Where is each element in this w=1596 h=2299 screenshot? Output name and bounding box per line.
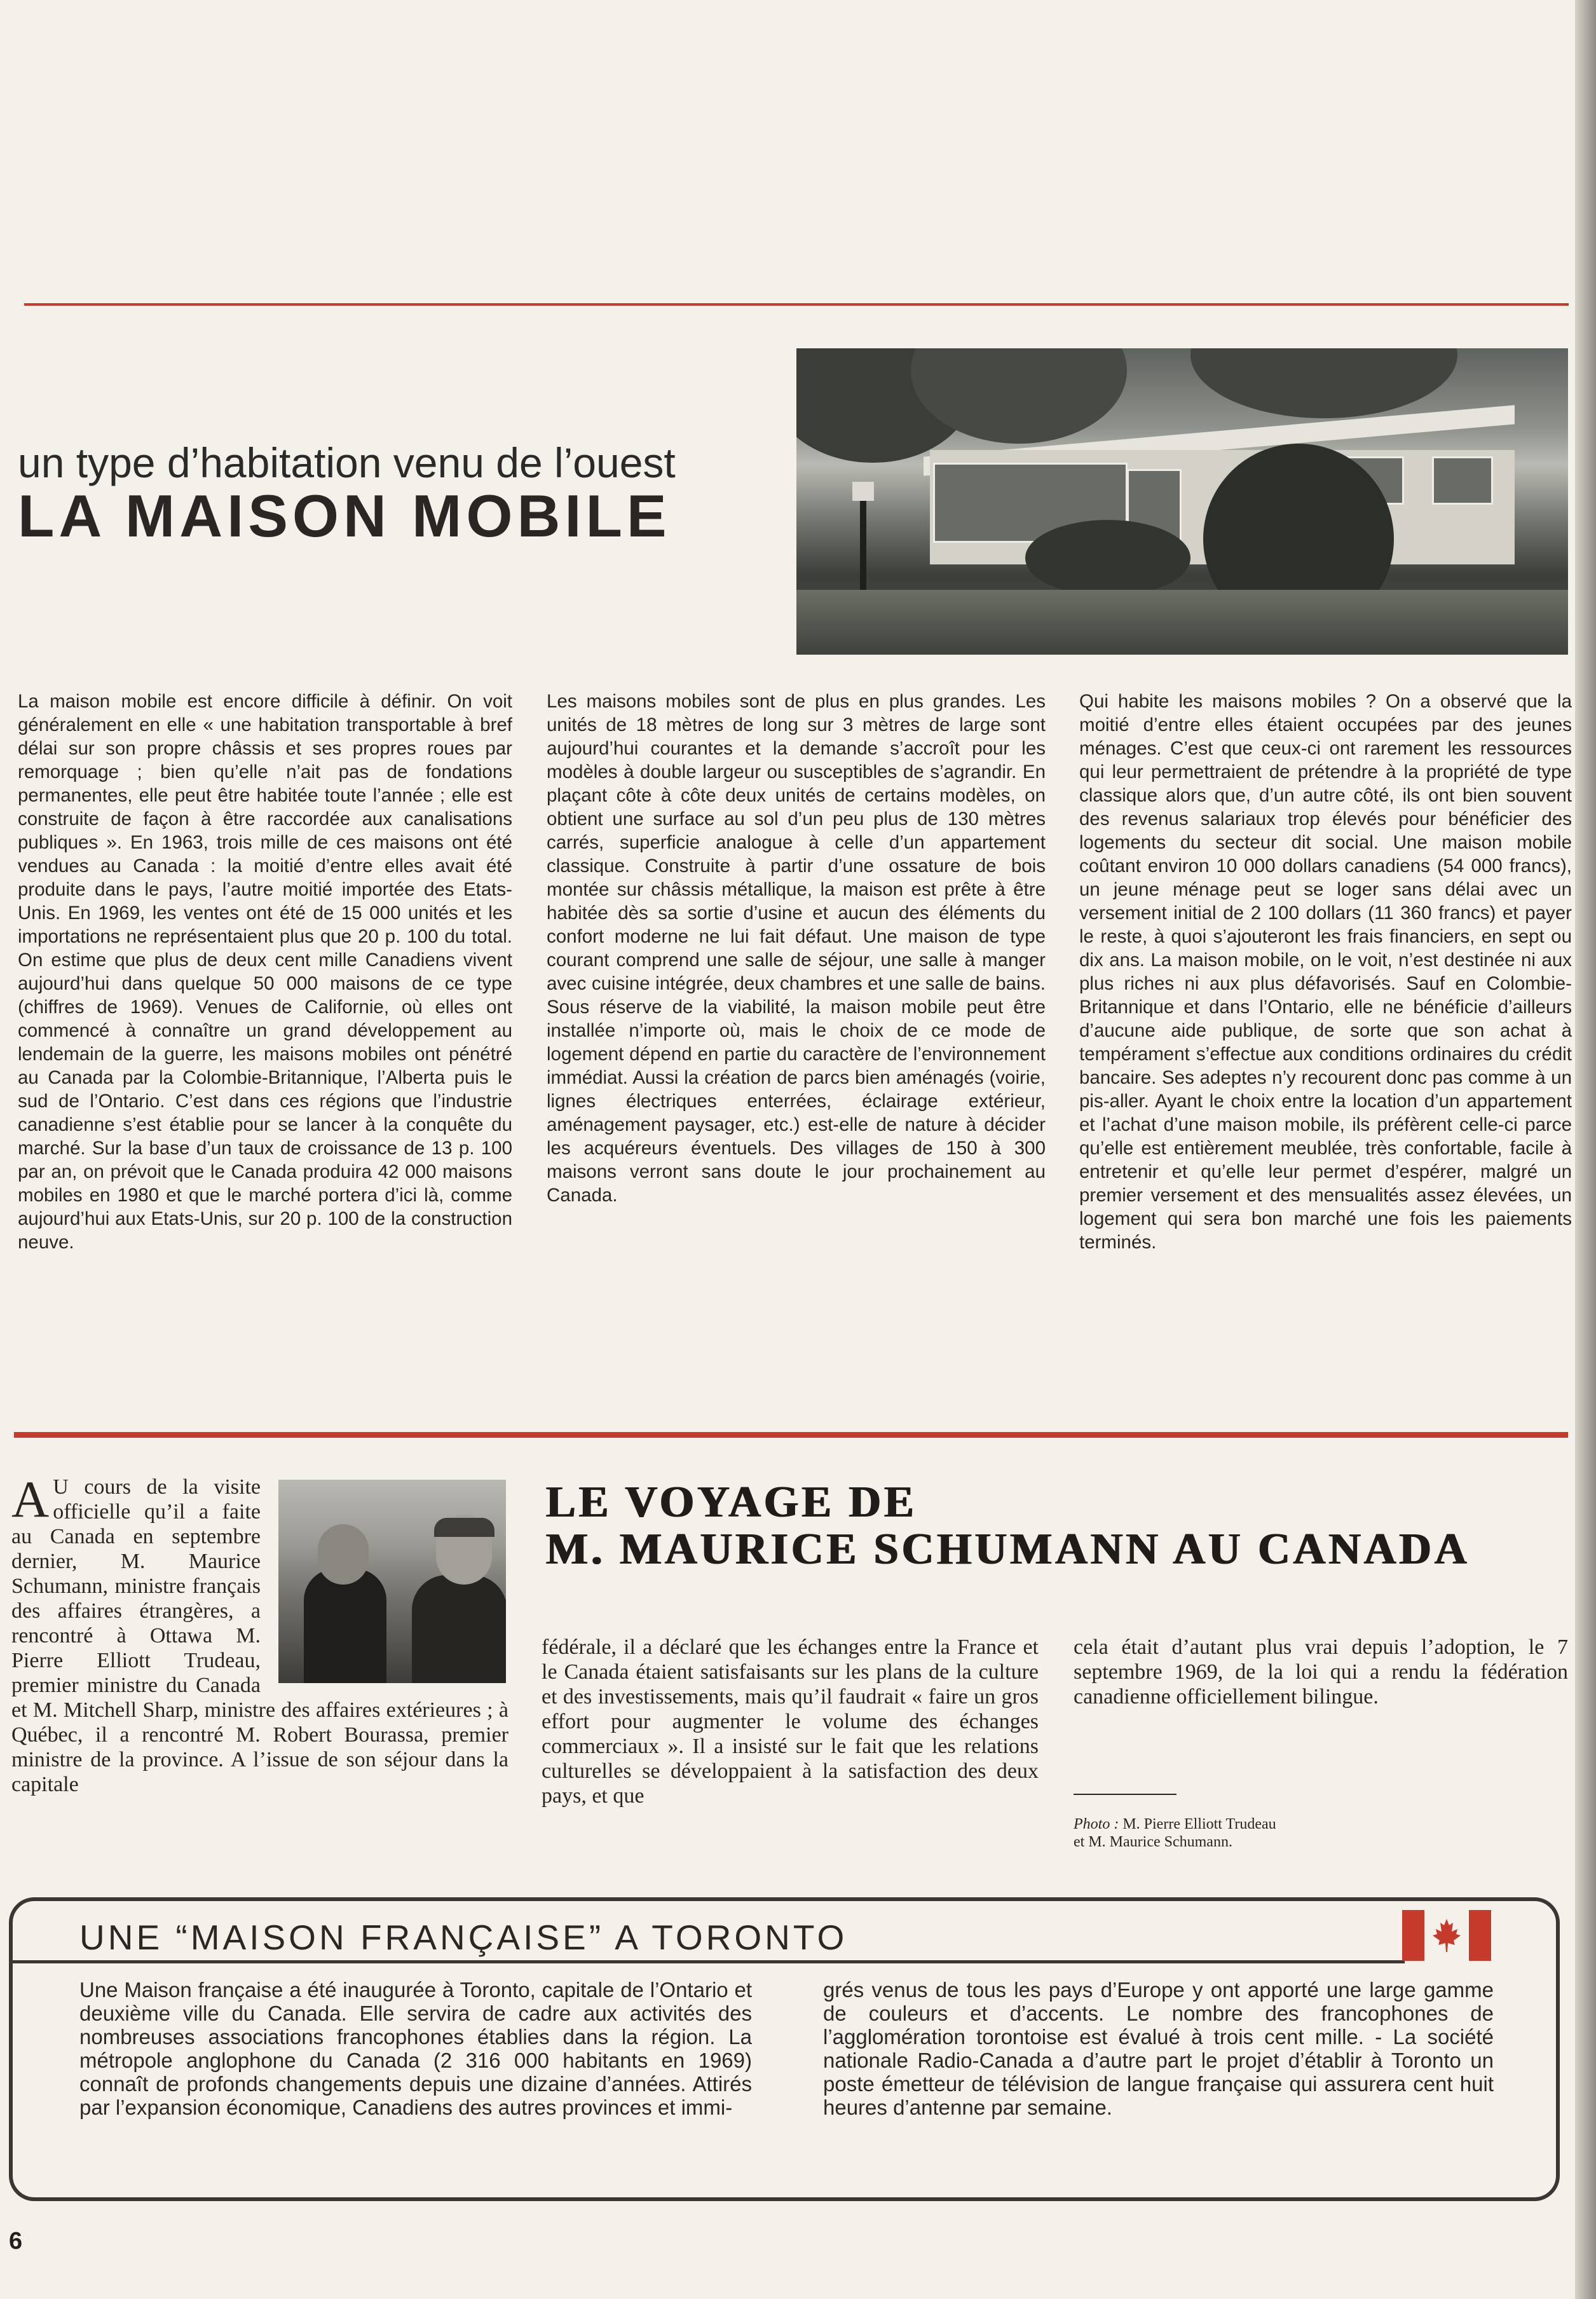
caption-rule (1074, 1794, 1177, 1795)
article1-col3: Qui habite les maisons mobiles ? On a observé que la moitié d’entre elles étaient occupées par des jeunes ménages. C’est que ceux-ci ont rarement les ressources qui leur permettraient de prétendre à la propriété de type classique alors que, d’un autre côté, ils ont bien souvent des revenus salariaux trop élevés pour bénéficier des logements du secteur dit social. Une maison mobile coûtant environ 10 000 dollars canadiens (54 000 francs), un jeune ménage peut se loger sans délai avec un versement initial de 2 100 dollars (11 360 francs) et payer le reste, à quoi s’ajouteront les frais financiers, en sept ou dix ans. La maison mobile, on le voit, n’est destinée ni aux plus riches ni aux plus défavorisés. Sauf en Colombie-Britannique et dans l’Ontario, elle ne bénéficie d’ailleurs d’aucune aide publique, de sorte que son achat à tempérament s’effectue aux conditions ordinaires du crédit bancaire. Ses adeptes n’y recourent donc pas comme à un pis-aller. Ayant le choix entre la location d’un appartement et l’achat d’une maison mobile, ils préfèrent celle-ci parce qu’elle est entièrement meublée, très confortable, facile à entretenir et qu’elle leur permet d’espérer, malgré un premier versement et des mensualités assez élevées, un logement qui sera bon marché une fois les paiements terminés. (1079, 691, 1572, 1253)
box-title-rule (13, 1960, 1405, 1963)
page-number: 6 (9, 2228, 23, 2255)
caption-label: Photo : (1074, 1816, 1119, 1832)
article1-col2: Les maisons mobiles sont de plus en plus grandes. Les unités de 18 mètres de long sur 3 mètres de large sont aujourd’hui courantes et la demande s’accroît pour les modèles à double largeur ou susceptibles de s’agrandir. En plaçant côte à côte deux unités de certains modèles, on obtient une surface au sol d’un peu plus de 130 mètres carrés, superficie analogue à celle d’un appartement classique. Construite à partir d’une ossature de bois montée sur châssis métallique, la maison est prête à être habitée dès sa sortie d’usine et aucun des éléments du confort moderne ne lui fait défaut. Une maison de type courant comprend une salle de séjour, une salle à manger avec cuisine intégrée, deux chambres et une salle de bains. Sous réserve de la viabilité, la maison mobile peut être installée n’importe où, mais le choix de ce mode de logement dépend en partie du caractère de l’environnement immédiat. Aussi la création de parcs bien aménagés (voirie, lignes électriques enterrées, éclairage extérieur, aménagement paysager, etc.) est-elle de nature à décider les acquéreurs éventuels. Des villages de 150 à 300 maisons verront sans doute le jour prochainement au Canada. (547, 691, 1046, 1206)
article2-intro: U cours de la visite officielle qu’il a faite au Canada en septembre dernier, M. Maurice Schumann, ministre français des affaires étrangères, a rencontré à Ottawa M. Pierre Elliott Trudeau, premier ministre du Canada et M. Mitchell Sharp, ministre des affaires extérieures ; à Québec, il a rencontré M. Robert Bourassa, premier ministre de la province. A l’issue de son séjour dans la capitale (11, 1475, 508, 1796)
article1-kicker: un type d’habitation venu de l’ouest (18, 439, 676, 486)
middle-rule (14, 1432, 1568, 1438)
trudeau-schumann-photo (278, 1480, 506, 1683)
article2-col2: fédérale, il a déclaré que les échanges entre la France et le Canada étaient satisfaisants sur les plans de la culture et des investissements, mais qu’il faudrait « faire un gros effort pour augmenter le volume des échanges commerciaux ». Il a insisté sur le fait que les relations culturelles se développaient à la satisfaction des deux pays, et que (542, 1635, 1039, 1808)
top-rule (24, 303, 1569, 306)
article2-col3: cela était d’autant plus vrai depuis l’adoption, le 7 septembre 1969, de la loi qui a rendu la fédération canadienne officiellement bilingue. (1074, 1635, 1568, 1709)
article2-title-line2: M. MAURICE SCHUMANN AU CANADA (545, 1525, 1470, 1574)
page-edge-shadow (1575, 0, 1596, 2299)
canada-flag-icon (1402, 1910, 1491, 1961)
article1-title: LA MAISON MOBILE (18, 482, 671, 549)
photo-caption (1074, 1815, 1455, 1851)
article2-dropcap: A (11, 1470, 50, 1528)
article3-col1: Une Maison française a été inaugurée à Toronto, capitale de l’Ontario et deuxième ville du Canada. Elle servira de cadre aux activités des nombreuses associations francophones établies dans la région. La métropole anglophone du Canada (2 316 000 habitants en 1969) connaît de profonds changements depuis une dizaine d’années. Attirés par l’expansion économique, Canadiens des autres provinces et immi- (79, 1978, 752, 2119)
article3-title: UNE “MAISON FRANÇAISE” A TORONTO (79, 1918, 848, 1957)
caption-line1: M. Pierre Elliott Trudeau (1119, 1816, 1276, 1832)
caption-line2: et M. Maurice Schumann. (1074, 1834, 1232, 1850)
article1-col1: La maison mobile est encore difficile à définir. On voit généralement en elle « une habitation transportable à bref délai sur son propre châssis et ses propres roues par remorquage ; bien qu’elle n’ait pas de fondations permanentes, elle peut être habitée toute l’année ; elle est construite de façon à être raccordée aux canalisations publiques ». En 1963, trois mille de ces maisons ont été vendues au Canada : la moitié d’entre elles avait été produite dans le pays, l’autre moitié importée des Etats-Unis. En 1969, les ventes ont été de 15 000 unités et les importations ne représentaient plus que 20 p. 100 du total. On estime que plus de deux cent mille Canadiens vivent aujourd’hui dans quelque 50 000 maisons de ce type (chiffres de 1969). Venues de Californie, où elles ont commencé à connaître un grand développement au lendemain de la guerre, les maisons mobiles ont pénétré au Canada par la Colombie-Britannique, l’Alberta puis le sud de l’Ontario. C’est dans ces régions que l’industrie canadienne s’est établie pour se lancer à la conquête du marché. Sur la base d’un taux de croissance de 13 p. 100 par an, on prévoit que le Canada produira 42 000 maisons mobiles en 1980 et que le marché portera d’ici là, comme aujourd’hui aux Etats-Unis, sur 20 p. 100 de la construction neuve. (18, 691, 512, 1253)
mobile-home-photo (796, 348, 1568, 655)
article2-title-line1: LE VOYAGE DE (545, 1478, 917, 1527)
article3-col2: grés venus de tous les pays d’Europe y ont apporté une large gamme de couleurs et d’accents. Le nombre des francophones de l’agglomération torontoise est évalué à trois cent mille. - La société nationale Radio-Canada a d’autre part le projet d’établir à Toronto un poste émetteur de télévision de langue française qui assurera cent huit heures d’antenne par semaine. (823, 1978, 1494, 2119)
